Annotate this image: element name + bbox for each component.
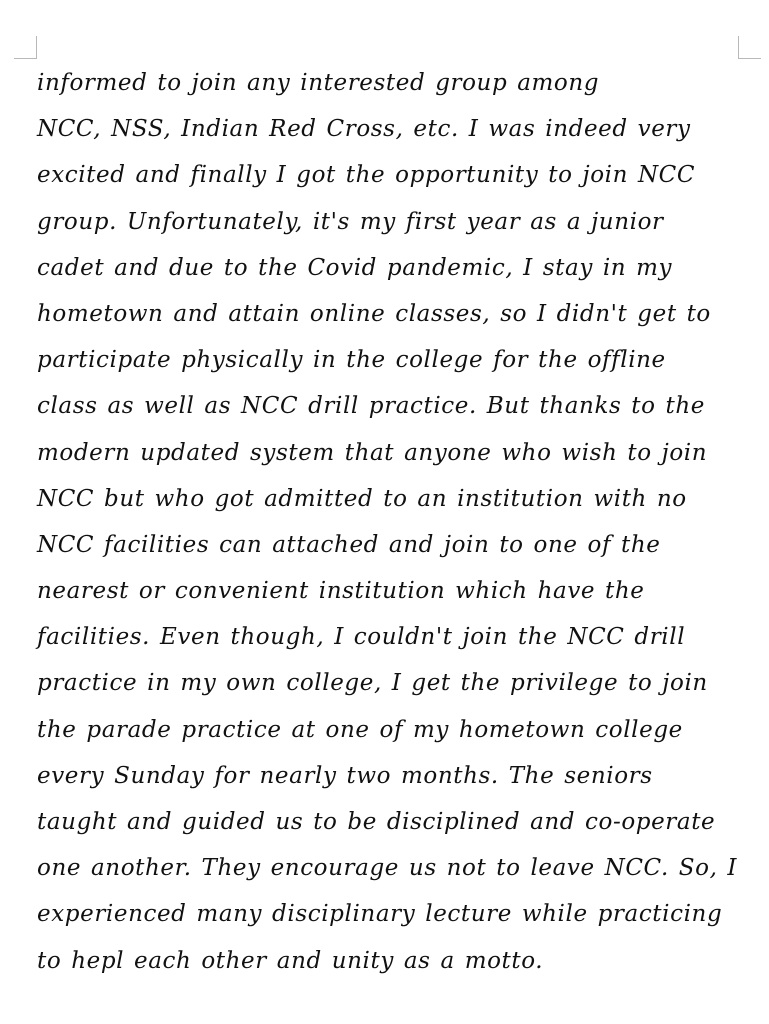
text-line: hometown and attain online classes, so I didn't get to (37, 300, 711, 327)
text-line: the parade practice at one of my hometown college (37, 716, 683, 743)
text-line: group. Unfortunately, it's my first year as a junior (37, 208, 664, 235)
top-left-margin-mark (14, 36, 37, 59)
top-right-margin-mark (738, 36, 761, 59)
text-line: class as well as NCC drill practice. But thanks to the (37, 393, 705, 420)
text-line: one another. They encourage us not to leave NCC. So, I (37, 855, 738, 882)
body-text (37, 60, 737, 984)
text-line: participate physically in the college for the offline (37, 347, 666, 374)
text-line: cadet and due to the Covid pandemic, I stay in my (37, 254, 673, 281)
text-line: experienced many disciplinary lecture while practicing (37, 901, 723, 928)
text-line: every Sunday for nearly two months. The seniors (37, 762, 653, 789)
text-line: facilities. Even though, I couldn't join the NCC drill (37, 624, 686, 651)
text-line: taught and guided us to be disciplined and co-operate (37, 809, 716, 835)
text-line: nearest or convenient institution which have the (37, 578, 645, 605)
text-line: modern updated system that anyone who wish to join (37, 439, 708, 466)
text-line: NCC facilities can attached and join to one of the (37, 531, 661, 558)
text-line: informed to join any interested group among (37, 70, 600, 96)
text-line: NCC, NSS, Indian Red Cross, etc. I was indeed very (37, 116, 691, 143)
text-line: excited and finally I got the opportunity to join NCC (37, 162, 696, 189)
text-line: practice in my own college, I get the privilege to join (37, 670, 708, 697)
text-line: NCC but who got admitted to an institution with no (37, 485, 687, 512)
text-line: to hepl each other and unity as a motto. (37, 947, 544, 974)
